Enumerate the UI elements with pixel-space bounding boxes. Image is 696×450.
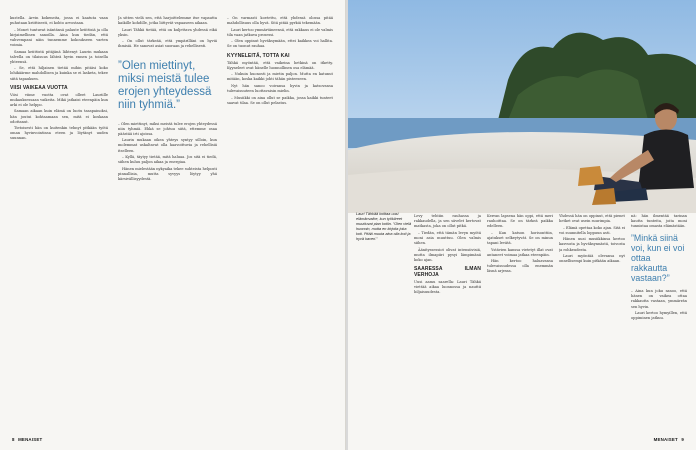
body-paragraph: – Se, että hiljainen tietää mihin pitäisi koko lohikäärme mahdollisen ja kuinka se ei lasketa, tekee siitä tapauksen. — [10, 66, 108, 81]
body-paragraph: – On varmasti koetettu, että yhdessä olossa pitää mahdollisuus olla hyvä. Sitä pitää pyrkiä tekemään. — [227, 16, 333, 26]
body-paragraph: Äänityssessiot olivat intensiivisiä, mutta ilmapiiri pysyi lämpimänä koko ajan. — [414, 247, 481, 262]
body-paragraph: Hän kertoo haluavansa tulevaisuudessa olla enemmän läsnä arjessa. — [487, 259, 553, 274]
pull-quote: ”Olen miettinyt, miksi meistä tulee erojen yhteydessä niin tyhmiä.” — [118, 59, 212, 111]
body-paragraph: nä: hän ilmentää tarinan kautta tunteita, joita moni tunnistaa omasta elämästään. — [631, 214, 687, 229]
photo-illustration — [348, 0, 696, 213]
body-paragraph: Hänen mielestään nykyaika tekee suhteista helposti pinnallisia, mutta syvyys löytyy yhä kärsivällisyydestä. — [118, 166, 217, 181]
body-paragraph: Samaa kriittistä pitäjänä lähtenyt Laurin mukaan talvella on tilaisuus lähteä hyvin ennen ja toisella yhteensä. — [10, 49, 108, 64]
section-heading: KYYNELEITÄ, TOTTA KAI — [227, 52, 290, 59]
body-paragraph: – Elämä opettaa koko ajan. Sitä ei voi suunnitella loppuun asti. — [559, 225, 625, 235]
body-paragraph: – Olen miettinyt, miksi meistä tulee erojen yhteydessä niin tyhmiä. Ehkä se johtuu siitä, ettemme osaa päästää irti ajoissa. — [118, 121, 217, 136]
body-paragraph: – Monet tuntuvat isäntänsä palaute kriittisiä ja olla kirjaimellinen sanoilla. Aina kun tiedän, että vahvempani näin tunnemme kokoukseen varten voimia. — [10, 27, 108, 47]
body-paragraph: Laurin mukaan oikea yhteys syntyy silloin, kun molemmat uskaltavat olla haavoittuvia ja rehellisiä itselleen. — [118, 138, 217, 153]
body-paragraph: Tietoisesti hän on kuitenkin tehnyt pitkään työtä oman hyvinvointinsa eteen ja löytänyt uuden suunnan. — [10, 126, 108, 141]
left-page — [0, 0, 346, 450]
body-paragraph: – Nukuin huonosti ja mietin paljon. Mutta en katunut mitään, koska kaikki johti tähän pisteeseen. — [227, 72, 333, 82]
left-column-3 — [227, 16, 333, 426]
body-paragraph: Nyt hän sanoo voivansa hyvin ja katsovansa tulevaisuuteen luottavaisin mielin. — [227, 83, 333, 94]
body-paragraph: Lauri Tähkä tietää, että on kuljettava yhdessä eikä yksin. — [118, 27, 217, 37]
page-number: 8 — [12, 437, 15, 442]
body-paragraph: Yhdessä hän on oppinut, että pienet hetket ovat usein suurimpia. — [559, 214, 625, 224]
body-paragraph: Levy tehtiin rauhassa ja rakkaudella, ja sen sävelet kertovat matkasta, joka on ollut pitkä. — [414, 214, 481, 229]
section-heading: SAARESSA ILMAN VERHOJA — [414, 265, 481, 278]
left-column-1 — [10, 16, 108, 426]
right-column-2 — [487, 214, 553, 426]
section-heading: VIISI VAIKEAA VUOTTA — [10, 84, 68, 91]
body-paragraph: Lauri kertoo hymyillen, että oppiminen jatkuu. — [631, 311, 687, 321]
body-paragraph: – Tiedän, että tämän levyn myötä moni asia muuttuu. Olen valmis siihen. — [414, 230, 481, 245]
body-paragraph: – Musiikki on aina ollut se paikka, jossa kaikki tunteet saavat tilaa. Se on ollut pelastus. — [227, 95, 333, 105]
body-paragraph: Hänen uusi musiikkinsa kertoo kasvusta ja hyväksynnästä, toivosta ja rohkeudesta. — [559, 237, 625, 252]
body-paragraph: Tähkä myöntää, että vaikeina hetkinä on itketty. Kyyneleet ovat hänelle luonnollinen osa elämää. — [227, 60, 333, 70]
body-paragraph: Samaan aikaan kuin elämä on luotu tasapainoksi, hän joutui kohtaamaan sen, mitä ei koskaan odottanut. — [10, 109, 108, 124]
body-paragraph: Kerran lapsena hän oppi, että meri rauhoittaa. Se on tärkeä paikka edelleen. — [487, 214, 553, 229]
right-column-1 — [414, 214, 481, 426]
photo-caption: Lauri Tähkää koittaa uusi elämänvaihe, kun työkiireet muuttuvat pian kotiin. ”Olen vielä huonoin, mutta en kirjoita joka koti. Pitää muuta aina olla koti ja hyvä kaveri.” — [356, 212, 412, 241]
body-paragraph: Ystävien kanssa vietetyt illat ovat antaneet voimaa jatkaa eteenpäin. — [487, 247, 553, 257]
body-paragraph: Uusi aamu saarella: Lauri Tähkä viettää aikaa luonnossa ja nauttii hiljaisuudesta. — [414, 279, 481, 295]
folio-left — [10, 437, 42, 442]
left-column-2 — [118, 16, 217, 426]
pull-quote: ”Minkä siinä voi, kun ei voi ottaa rakkautta vastaan?” — [631, 233, 685, 284]
body-paragraph: kustella. Arvin kokeneita, jossa ei kaatuta vaan puhutaan kriittisesti, ei kohto arvostaan. — [10, 16, 108, 26]
portrait-photo — [348, 0, 696, 213]
right-page — [348, 0, 696, 450]
right-column-4 — [631, 214, 687, 426]
right-column-3 — [559, 214, 625, 426]
page-number: 9 — [681, 437, 684, 442]
body-paragraph: – Kyllä, täytyy tietää, mitä haluaa. Jos sitä ei tiedä, siihen kuluu paljon aikaa ja energiaa. — [118, 155, 217, 165]
body-paragraph: – Aina kun joku sanoo, että hänen on vaikea ottaa rakkautta vastaan, ymmärrän sen hyvin. — [631, 289, 687, 309]
magazine-name: MENAISET — [18, 437, 43, 442]
magazine-name: MENAISET — [653, 437, 678, 442]
body-paragraph: – Kun katson horisonttiin, ajatukset selkeytyvät. Se on minun tapani levätä. — [487, 230, 553, 245]
body-paragraph: – On ollut tärkeää, että ympärilläni on hyviä ihmisiä. He sanovat asiat suoraan ja rehellisesti. — [118, 39, 217, 49]
body-paragraph: Viisi viime vuotta ovat olleet Lauriille mukauksessaan vaikeita. Mikä jatkaisi eteenpäin kun arki ei ole helppo. — [10, 92, 108, 107]
body-paragraph: Ja sitten vielä sen, että harjoittelemme itse vapautta kaikille kohdille, jotka liittyvät vapaaseen aikaan. — [118, 16, 217, 26]
body-paragraph: Lauri myöntää olevansa nyt onnellisempi kuin pitkään aikaan. — [559, 254, 625, 264]
body-paragraph: – Olen oppinut hyväksymään, ettei kaikkea voi hallita. Se on tuonut rauhaa. — [227, 39, 333, 49]
folio-right — [654, 437, 686, 442]
body-paragraph: Lauri kertoo ymmärtäneensä, että rakkaus ei ole valmis tila vaan jatkuva prosessi. — [227, 27, 333, 37]
